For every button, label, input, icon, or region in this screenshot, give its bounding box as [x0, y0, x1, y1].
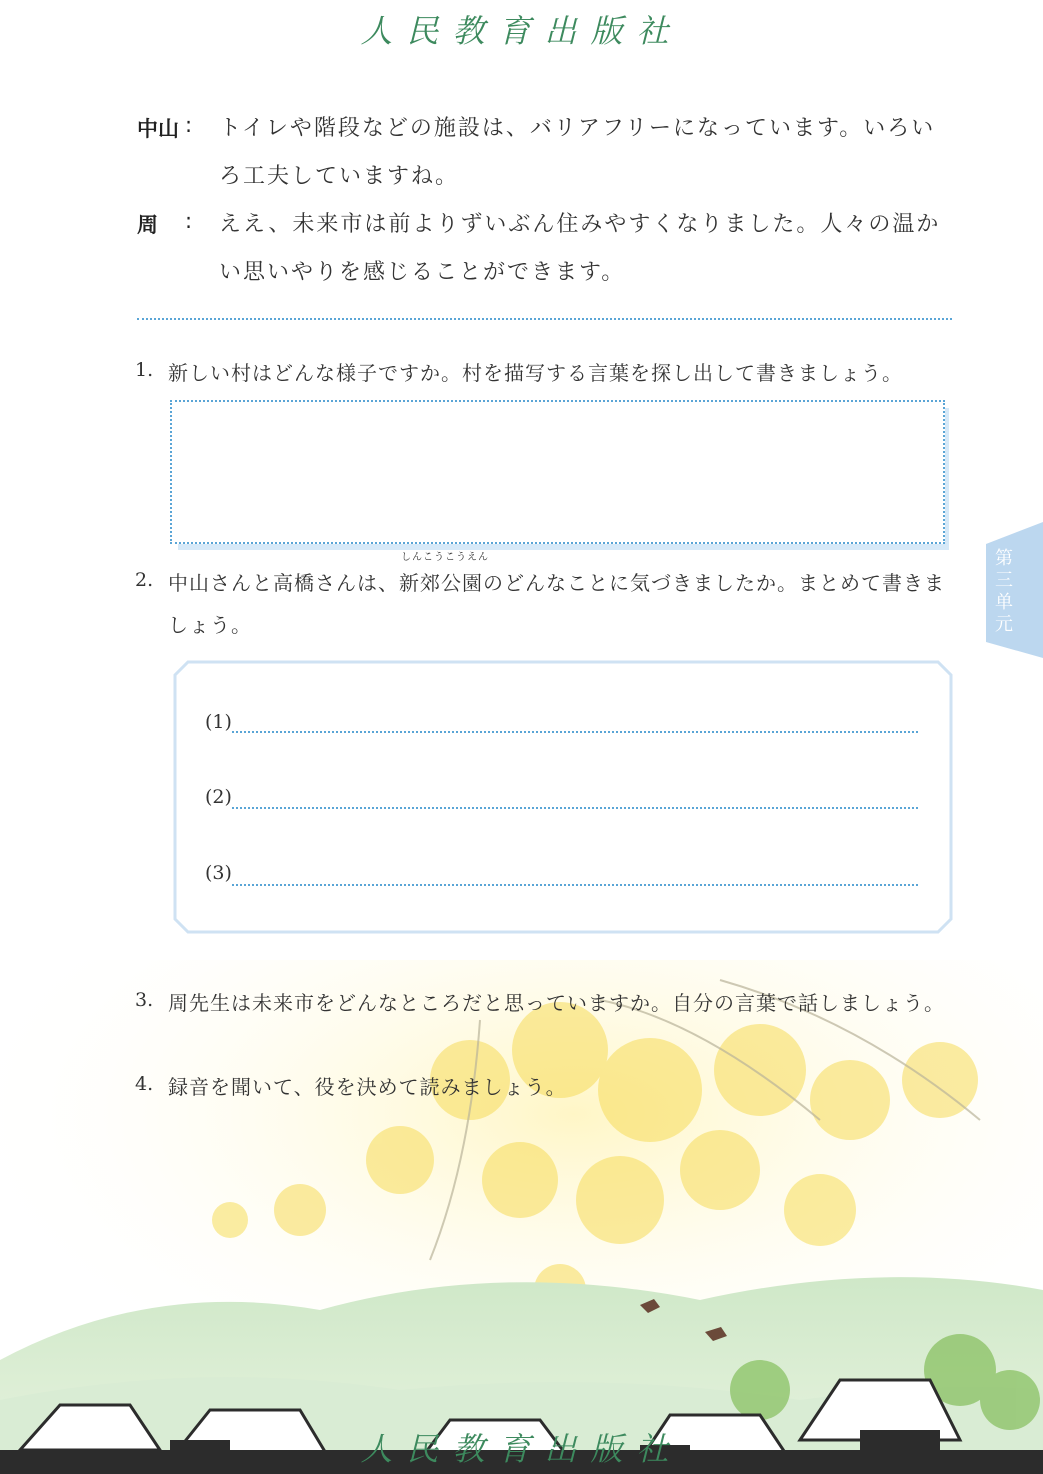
question-text: 周先生は未来市をどんなところだと思っていますか。自分の言葉で話しましょう。 — [168, 991, 945, 1015]
ruby-base: 新郊公園 — [399, 571, 483, 595]
speaker-name: 中山 — [137, 117, 179, 141]
unit-tab-label: 第三单元 — [995, 548, 1013, 635]
question-number: 4. — [135, 1073, 154, 1095]
ruby-word — [399, 552, 489, 596]
answer-label: (1) — [205, 711, 232, 733]
dialogue-line: ろ工夫していますね。 — [219, 164, 460, 189]
question-text-part: 中山さんと高橋さんは、 — [168, 571, 399, 595]
speaker-colon: : — [185, 113, 193, 137]
publisher-logo-footer: 人民教育出版社 — [360, 1430, 683, 1468]
question-text-continued: しょう。 — [168, 613, 252, 637]
answer-label: (2) — [205, 786, 232, 808]
dialogue-line: い思いやりを感じることができます。 — [219, 260, 626, 285]
question-text-part: のどんなことに気づきましたか。まとめて書きま — [483, 571, 945, 595]
question-text: 録音を聞いて、役を決めて読みましょう。 — [168, 1075, 567, 1099]
question-number: 1. — [135, 359, 154, 381]
question-number: 2. — [135, 569, 154, 591]
speaker-name: 周 — [137, 213, 158, 237]
ruby-reading: しんこうこうえん — [401, 552, 489, 563]
question-number: 3. — [135, 989, 154, 1011]
question-text — [168, 552, 945, 596]
answer-line-2[interactable] — [232, 807, 918, 809]
answer-line-1[interactable] — [232, 731, 918, 733]
answer-label: (3) — [205, 862, 232, 884]
answer-line-3[interactable] — [232, 884, 918, 886]
dialogue-line: ええ、未来市は前よりずいぶん住みやすくなりました。人々の温か — [219, 212, 941, 237]
answer-box-2-frame — [173, 660, 953, 934]
question-text: 新しい村はどんな様子ですか。村を描写する言葉を探し出して書きましょう。 — [168, 361, 903, 385]
dialogue-line: トイレや階段などの施設は、バリアフリーになっています。いろい — [219, 116, 936, 141]
landscape-painting — [0, 960, 1043, 1474]
publisher-logo: 人民教育出版社 — [360, 12, 683, 50]
section-divider — [137, 318, 952, 320]
answer-box-1[interactable] — [170, 400, 945, 544]
speaker-colon: : — [185, 209, 193, 233]
